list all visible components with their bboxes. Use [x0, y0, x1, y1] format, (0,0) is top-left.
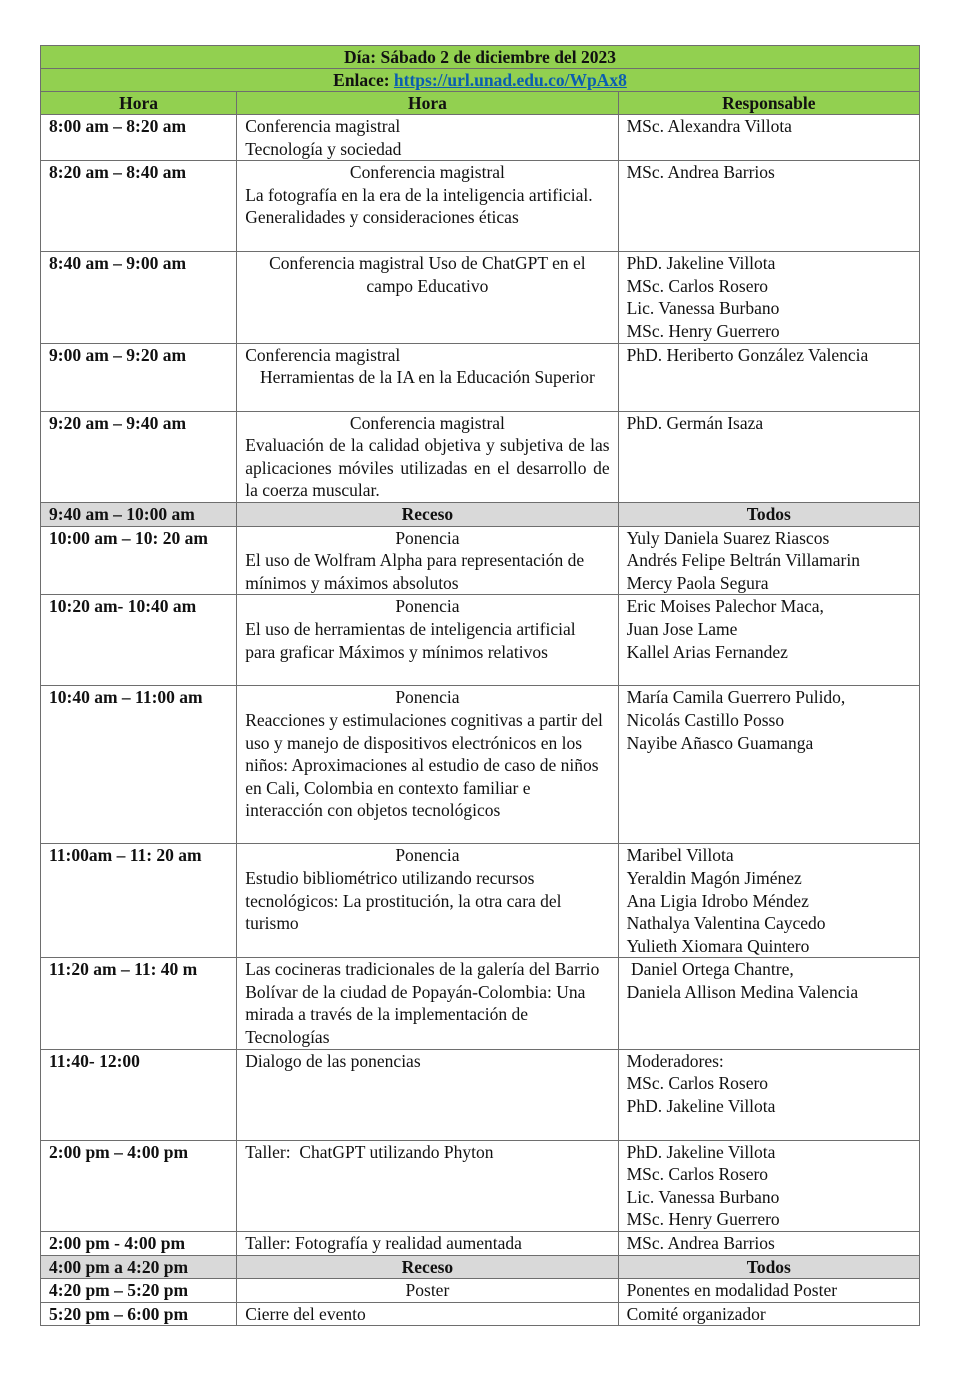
- responsible-name: MSc. Carlos Rosero: [626, 1073, 769, 1094]
- responsible-name: Daniel Ortega Chantre,: [626, 959, 794, 980]
- schedule-row: [41, 411, 920, 502]
- activity-cell: [237, 1279, 618, 1303]
- activity-line: Poster: [405, 1280, 450, 1301]
- activity-line: Cierre del evento: [245, 1303, 366, 1324]
- responsible-cell: [618, 252, 919, 343]
- responsible-name: MSc. Andrea Barrios: [626, 162, 775, 183]
- responsible-cell: [618, 1255, 919, 1279]
- responsible-name: Andrés Felipe Beltrán Villamarin: [626, 550, 860, 571]
- activity-line: El uso de herramientas de inteligencia artificial para graficar Máximos y mínimos relativos: [245, 618, 580, 662]
- time-cell: 9:20 am – 9:40 am: [41, 411, 237, 502]
- responsible-cell: [618, 411, 919, 502]
- activity-cell: [237, 343, 618, 411]
- responsible-name: MSc. Carlos Rosero: [626, 275, 769, 296]
- responsible-name: PhD. Germán Isaza: [626, 412, 764, 433]
- responsible-name: Yulieth Xiomara Quintero: [626, 935, 810, 956]
- break-row: [41, 1255, 920, 1279]
- responsible-cell: [618, 1279, 919, 1303]
- activity-cell: [237, 1049, 618, 1140]
- time-cell: 2:00 pm - 4:00 pm: [41, 1232, 237, 1256]
- responsible-name: Juan Jose Lame: [626, 618, 738, 639]
- time-cell: 10:40 am – 11:00 am: [41, 686, 237, 844]
- schedule-row: [41, 115, 920, 161]
- responsible-name: MSc. Alexandra Villota: [626, 116, 792, 136]
- responsible-name: MSc. Carlos Rosero: [626, 1164, 769, 1185]
- responsible-name: Yeraldin Magón Jiménez: [626, 867, 802, 888]
- time-cell: 2:00 pm – 4:00 pm: [41, 1140, 237, 1231]
- responsible-name: Yuly Daniela Suarez Riascos: [626, 527, 830, 548]
- responsible-name: Daniela Allison Medina Valencia: [626, 981, 859, 1002]
- activity-cell: [237, 1302, 618, 1326]
- column-header-row: [41, 92, 920, 115]
- day-row: [41, 46, 920, 69]
- activity-line: El uso de Wolfram Alpha para representación de mínimos y máximos absolutos: [245, 550, 589, 593]
- time-cell: 8:40 am – 9:00 am: [41, 252, 237, 343]
- responsible-name: Kallel Arias Fernandez: [626, 641, 788, 662]
- activity-line: Reacciones y estimulaciones cognitivas a partir del uso y manejo de dispositivos electrónicos en los niños: Aproximaciones al estudio de caso de niños en Cali, Colombia en contexto familiar e interacción con objetos tecnológicos: [245, 709, 608, 821]
- activity-line: Evaluación de la calidad objetiva y subjetiva de las aplicaciones móviles utilizadas en el desarrollo de la coerza muscular.: [245, 435, 614, 501]
- schedule-row: [41, 252, 920, 343]
- responsible-name: Maribel Villota: [626, 845, 734, 866]
- activity-line: Taller: Fotografía y realidad aumentada: [245, 1233, 522, 1254]
- responsible-name: Nathalya Valentina Caycedo: [626, 913, 826, 934]
- time-cell: 9:00 am – 9:20 am: [41, 343, 237, 411]
- responsible-name: PhD. Jakeline Villota: [626, 1141, 776, 1162]
- activity-line: Conferencia magistral: [349, 162, 505, 183]
- column-header-activity: Hora: [237, 92, 618, 115]
- responsible-name: MSc. Henry Guerrero: [626, 320, 780, 341]
- responsible-cell: [618, 1049, 919, 1140]
- activity-cell: [237, 411, 618, 502]
- activity-line: Ponencia: [395, 845, 460, 866]
- responsible-name: MSc. Henry Guerrero: [626, 1209, 780, 1230]
- activity-line: Tecnología y sociedad: [245, 138, 402, 159]
- activity-cell: [237, 686, 618, 844]
- schedule-row: [41, 844, 920, 958]
- column-header-time: Hora: [41, 92, 237, 115]
- responsible-cell: [618, 844, 919, 958]
- responsible-name: Comité organizador: [626, 1303, 766, 1324]
- time-cell: 4:20 pm – 5:20 pm: [41, 1279, 237, 1303]
- activity-cell: [237, 1232, 618, 1256]
- activity-line: Estudio bibliométrico utilizando recursos tecnológicos: La prostitución, la otra cara del turismo: [245, 867, 566, 934]
- responsible-name: Ponentes en modalidad Poster: [626, 1280, 838, 1301]
- activity-line: Conferencia magistral: [349, 412, 505, 433]
- activity-line: Conferencia magistral: [245, 344, 401, 365]
- responsible-cell: [618, 161, 919, 252]
- break-row: [41, 502, 920, 526]
- responsible-name: Lic. Vanessa Burbano: [626, 1186, 780, 1207]
- responsible-cell: [618, 1140, 919, 1231]
- time-cell: 10:20 am- 10:40 am: [41, 595, 237, 686]
- schedule-body: [41, 46, 920, 1326]
- activity-line: Conferencia magistral: [245, 116, 401, 136]
- responsible-name: PhD. Heriberto González Valencia: [626, 344, 869, 365]
- time-cell: 10:00 am – 10: 20 am: [41, 526, 237, 595]
- activity-line: Ponencia: [395, 527, 460, 548]
- responsible-name: Mercy Paola Segura: [626, 572, 769, 593]
- schedule-row: [41, 526, 920, 595]
- responsible-cell: [618, 502, 919, 526]
- schedule-row: [41, 1049, 920, 1140]
- activity-cell: [237, 115, 618, 161]
- responsible-name: Todos: [746, 1256, 791, 1277]
- activity-cell: [237, 526, 618, 595]
- activity-cell: [237, 161, 618, 252]
- responsible-name: Moderadores:: [626, 1050, 724, 1071]
- activity-cell: [237, 844, 618, 958]
- activity-line: Taller: ChatGPT utilizando Phyton: [245, 1141, 494, 1162]
- responsible-name: Eric Moises Palechor Maca,: [626, 596, 824, 617]
- time-cell: 11:40- 12:00: [41, 1049, 237, 1140]
- responsible-cell: [618, 958, 919, 1049]
- link-row: [41, 69, 920, 92]
- responsible-cell: [618, 343, 919, 411]
- responsible-cell: [618, 1232, 919, 1256]
- responsible-name: PhD. Jakeline Villota: [626, 253, 776, 274]
- activity-line: Herramientas de la IA en la Educación Superior: [260, 367, 595, 388]
- time-cell: 11:20 am – 11: 40 m: [41, 958, 237, 1049]
- responsible-cell: [618, 115, 919, 161]
- activity-line: Ponencia: [395, 687, 460, 708]
- schedule-row: [41, 1279, 920, 1303]
- time-cell: 4:00 pm a 4:20 pm: [41, 1255, 237, 1279]
- activity-line: Las cocineras tradicionales de la galería del Barrio Bolívar de la ciudad de Popayán-Colombia: Una mirada a través de la implementación de Tecnologías: [245, 959, 604, 1048]
- schedule-row: [41, 958, 920, 1049]
- activity-line: Ponencia: [395, 596, 460, 617]
- responsible-name: PhD. Jakeline Villota: [626, 1095, 776, 1116]
- responsible-name: María Camila Guerrero Pulido,: [626, 687, 846, 708]
- responsible-cell: [618, 686, 919, 844]
- responsible-cell: [618, 1302, 919, 1326]
- schedule-row: [41, 686, 920, 844]
- activity-line: Receso: [401, 1256, 454, 1277]
- time-cell: 9:40 am – 10:00 am: [41, 502, 237, 526]
- schedule-table: [40, 45, 920, 1326]
- activity-cell: [237, 1255, 618, 1279]
- activity-cell: [237, 502, 618, 526]
- responsible-name: Ana Ligia Idrobo Méndez: [626, 890, 809, 911]
- time-cell: 11:00am – 11: 20 am: [41, 844, 237, 958]
- day-title: Día: Sábado 2 de diciembre del 2023: [41, 46, 920, 69]
- activity-cell: [237, 595, 618, 686]
- link-cell: [41, 69, 920, 92]
- time-cell: 5:20 pm – 6:00 pm: [41, 1302, 237, 1326]
- activity-line: Dialogo de las ponencias: [245, 1050, 421, 1071]
- activity-cell: [237, 252, 618, 343]
- schedule-row: [41, 1232, 920, 1256]
- column-header-responsible: Responsable: [618, 92, 919, 115]
- event-link[interactable]: https://url.unad.edu.co/WpAx8: [393, 70, 627, 90]
- schedule-row: [41, 1302, 920, 1326]
- activity-cell: [237, 958, 618, 1049]
- time-cell: 8:00 am – 8:20 am: [41, 115, 237, 161]
- link-prefix: Enlace:: [333, 70, 394, 90]
- schedule-row: [41, 161, 920, 252]
- responsible-name: Nicolás Castillo Posso: [626, 709, 785, 730]
- responsible-name: Todos: [746, 503, 791, 524]
- activity-line: La fotografía en la era de la inteligencia artificial. Generalidades y consideraciones éticas: [245, 184, 597, 228]
- responsible-name: MSc. Andrea Barrios: [626, 1233, 775, 1254]
- schedule-row: [41, 1140, 920, 1231]
- responsible-name: Lic. Vanessa Burbano: [626, 298, 780, 319]
- schedule-row: [41, 595, 920, 686]
- activity-line: Receso: [401, 503, 454, 524]
- activity-cell: [237, 1140, 618, 1231]
- responsible-name: Nayibe Añasco Guamanga: [626, 732, 814, 753]
- responsible-cell: [618, 526, 919, 595]
- schedule-row: [41, 343, 920, 411]
- time-cell: 8:20 am – 8:40 am: [41, 161, 237, 252]
- responsible-cell: [618, 595, 919, 686]
- activity-line: Conferencia magistral Uso de ChatGPT en el campo Educativo: [269, 253, 591, 296]
